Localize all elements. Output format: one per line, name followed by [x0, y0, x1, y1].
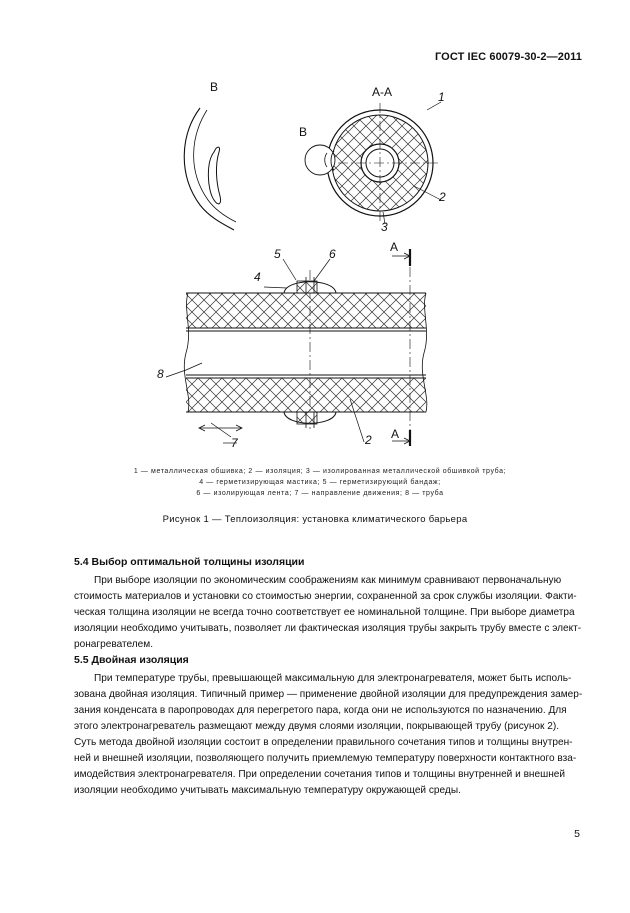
cut-marker-top: A — [390, 240, 399, 254]
callout-4: 4 — [254, 270, 261, 284]
callout-3: 3 — [381, 220, 388, 234]
legend-line: 4 — герметизирующая мастика; 5 — герметизирующий бандаж; — [199, 479, 441, 486]
paragraph-line: ческая толщина изоляции не всегда точно соответствует ее номинальной толщине. При выборе диаметра — [74, 607, 575, 618]
section-aa-label: А-А — [372, 85, 393, 99]
callout-6: 6 — [329, 247, 336, 261]
cut-marker-bottom: A — [391, 427, 400, 441]
figure-legend — [90, 466, 550, 499]
pipe-longitudinal-drawing — [166, 249, 427, 446]
paragraph-line: стоимость материалов и установки со стоимостью энергии, сохраненной за срок службы изоляции. Факти- — [74, 591, 577, 602]
figure-caption: Рисунок 1 — Теплоизоляция: установка климатического барьера — [162, 514, 468, 525]
section-5-4-body — [74, 573, 584, 653]
callout-7: 7 — [231, 436, 238, 450]
paragraph-line: изоляции необходимо учитывать максимальную температуру окружающей среды. — [74, 785, 461, 796]
callout-5: 5 — [274, 247, 281, 261]
paragraph-line: ронагревателем. — [74, 639, 153, 650]
detail-b-marker-label: B — [299, 125, 308, 139]
section-5-4-title: 5.4 Выбор оптимальной толщины изоляции — [74, 556, 305, 568]
paragraph-line: При выборе изоляции по экономическим соображениям как минимум сравнивают первоначальную — [94, 575, 562, 586]
paragraph-line: имодействия электронагревателя. При определении сочетания типов и толщины внутренней и внешней — [74, 769, 566, 780]
callout-2-section: 2 — [439, 190, 446, 204]
callout-2-pipe: 2 — [365, 433, 372, 447]
paragraph-line: изоляции необходимо учитывать, позволяет ли фактическая изоляция трубы закрыть трубу вместе с элект- — [74, 623, 582, 634]
paragraph-line: При температуре трубы, превышающей максимальную для электронагревателя, может быть исполь- — [94, 673, 572, 684]
legend-line: 6 — изолирующая лента; 7 — направление движения; 8 — труба — [196, 490, 444, 497]
section-5-5-title: 5.5 Двойная изоляция — [74, 654, 189, 666]
paragraph-line: зована двойная изоляция. Типичный пример — применение двойной изоляции для предупреждения замер- — [74, 689, 583, 700]
detail-b-label: B — [210, 80, 219, 94]
paragraph-line: Суть метода двойной изоляции состоит в определении правильного сочетания типов и толщины внутрен- — [74, 737, 573, 748]
callout-8: 8 — [157, 367, 164, 381]
document-standard-header: ГОСТ IEC 60079-30-2—2011 — [434, 51, 582, 63]
page-number: 5 — [574, 828, 580, 840]
paragraph-line: ней и внешней изоляции, позволяющего получить приемлемую температуру поверхности контактного вза- — [74, 753, 577, 764]
legend-line: 1 — металлическая обшивка; 2 — изоляция; 3 — изолированная металлической обшивкой труба; — [133, 468, 507, 475]
paragraph-line: этого электронагреватель размещают между двумя слоями изоляции, покрывающей трубу (рисунок 2). — [74, 721, 560, 732]
paragraph-line: зания конденсата в паропроводах для перегретого пара, когда они не используются по назначению. Для — [74, 705, 567, 716]
section-aa-drawing — [305, 102, 441, 224]
detail-b-drawing — [184, 108, 236, 230]
callout-1: 1 — [438, 90, 445, 104]
section-5-5-body — [74, 671, 584, 799]
